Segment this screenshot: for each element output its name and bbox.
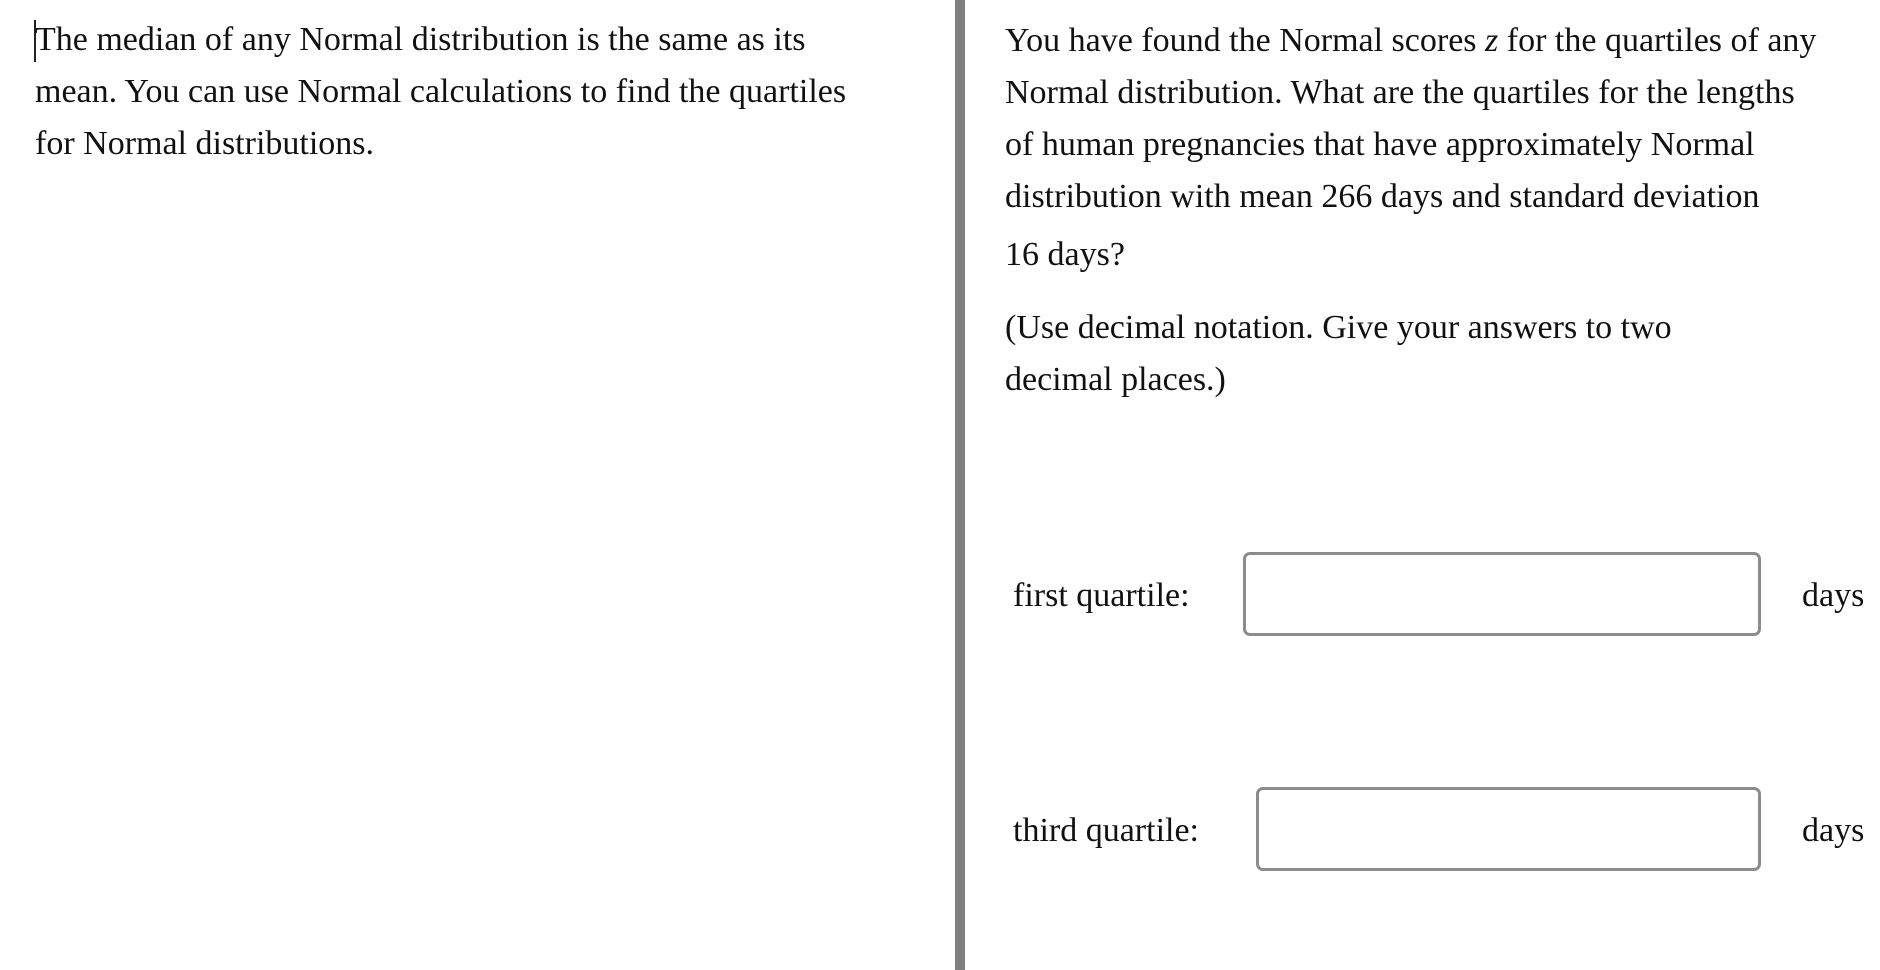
third-quartile-row bbox=[965, 787, 1880, 877]
question-line-5: 16 days? bbox=[1005, 236, 1125, 273]
question-line-1-end: for the quartiles of any bbox=[1498, 22, 1817, 59]
pane-divider[interactable] bbox=[955, 0, 965, 970]
question-line-3: of human pregnancies that have approximately Normal bbox=[1005, 126, 1755, 163]
third-quartile-unit: days bbox=[1802, 812, 1865, 849]
question-line-4: distribution with mean 266 days and standard deviation bbox=[1005, 178, 1760, 215]
question-line-2: Normal distribution. What are the quartiles for the lengths bbox=[1005, 74, 1795, 111]
third-quartile-input[interactable] bbox=[1256, 787, 1761, 871]
context-paragraph bbox=[35, 14, 935, 170]
first-quartile-label: first quartile: bbox=[1013, 577, 1190, 614]
first-quartile-row bbox=[965, 552, 1880, 642]
first-quartile-unit: days bbox=[1802, 577, 1865, 614]
instructions-line-2: decimal places.) bbox=[1005, 361, 1226, 398]
instructions-paragraph bbox=[1005, 302, 1705, 406]
question-paragraph bbox=[1005, 15, 1880, 281]
z-variable: z bbox=[1485, 22, 1499, 59]
context-line-3: for Normal distributions. bbox=[35, 125, 375, 162]
right-pane bbox=[965, 0, 1880, 970]
third-quartile-label: third quartile: bbox=[1013, 812, 1200, 849]
question-line-1-start: You have found the Normal scores bbox=[1005, 22, 1486, 59]
instructions-line-1: (Use decimal notation. Give your answers to two bbox=[1005, 309, 1672, 346]
context-line-1: The median of any Normal distribution is the same as its bbox=[35, 21, 806, 58]
context-line-2: mean. You can use Normal calculations to find the quartiles bbox=[35, 73, 847, 110]
first-quartile-input[interactable] bbox=[1243, 552, 1761, 636]
